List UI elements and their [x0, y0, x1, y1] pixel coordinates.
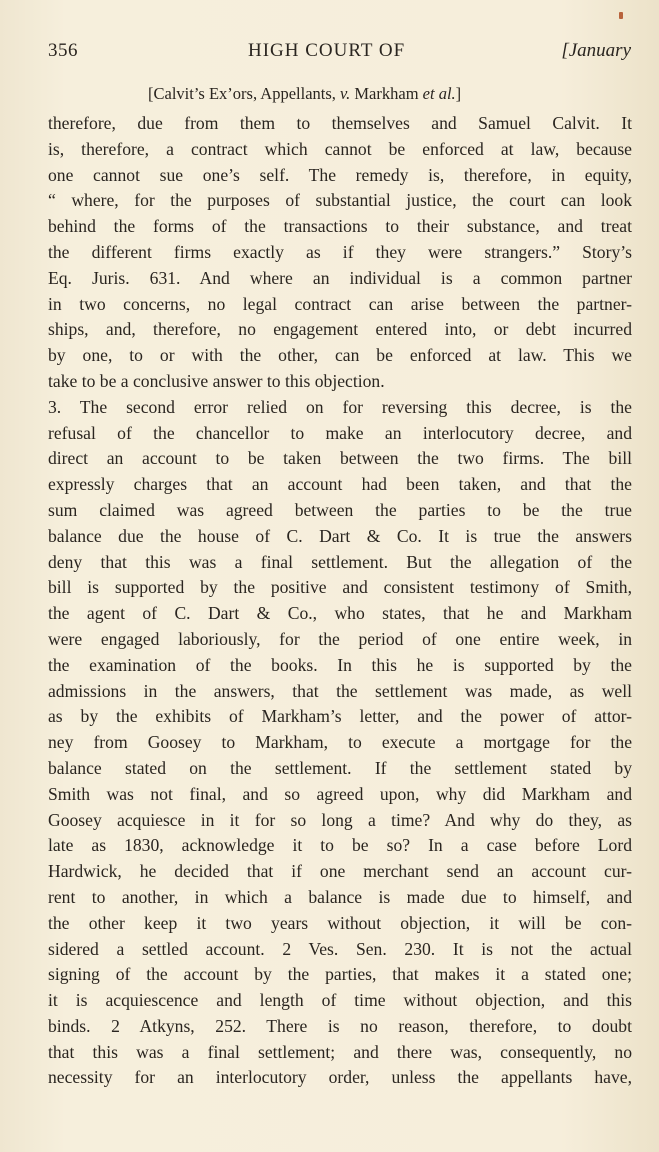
text-line: Eq. Juris. 631. And where an individual is a common partner [48, 267, 632, 288]
text-line: Hardwick, he decided that if one merchant send an account cur- [48, 861, 632, 882]
text-line: it is acquiescence and length of time without objection, and this [48, 990, 632, 1011]
text-line: the examination of the books. In this he is supported by the [48, 654, 632, 675]
paragraph-end-line: take to be a conclusive answer to this objection. [48, 370, 385, 391]
text-line: sidered a settled account. 2 Ves. Sen. 230. It is not the actual [48, 938, 632, 959]
text-line: rent to another, in which a balance is made due to himself, and [48, 886, 632, 907]
text-line: direct an account to be taken between the two firms. The bill [48, 448, 632, 469]
text-line: the different firms exactly as if they were strangers.” Story’s [48, 241, 632, 262]
text-line: were engaged laboriously, for the period of one entire week, in [48, 628, 632, 649]
text-line: is, therefore, a contract which cannot be enforced at law, because [48, 138, 632, 159]
paragraph-start-line: 3. The second error relied on for reversing this decree, is the [48, 396, 632, 417]
text-line: balance stated on the settlement. If the settlement stated by [48, 757, 632, 778]
text-line: refusal of the chancellor to make an interlocutory decree, and [48, 422, 632, 443]
text-line: therefore, due from them to themselves and Samuel Calvit. It [48, 113, 632, 133]
text-line: late as 1830, acknowledge it to be so? In a case before Lord [48, 835, 632, 856]
running-title: HIGH COURT OF [248, 40, 406, 61]
ink-mark [619, 12, 623, 19]
text-line: bill is supported by the positive and consistent testimony of Smith, [48, 577, 632, 598]
caption-close: ] [455, 84, 462, 103]
text-line: admissions in the answers, that the settlement was made, as well [48, 680, 632, 701]
text-line: one cannot sue one’s self. The remedy is, therefore, in equity, [48, 164, 632, 185]
case-caption [148, 84, 461, 104]
text-line: balance due the house of C. Dart & Co. It is true the answers [48, 525, 632, 546]
caption-versus: v. [340, 84, 351, 103]
text-line: “ where, for the purposes of substantial justice, the court can look [48, 190, 632, 211]
running-date: [January [561, 40, 631, 61]
caption-et-al: et al. [422, 84, 456, 103]
page-number: 356 [48, 40, 78, 61]
caption-respondent: Markham [350, 84, 423, 103]
caption-parties: [Calvit’s Ex’ors, Appellants, [148, 84, 341, 103]
text-line: expressly charges that an account had been taken, and that the [48, 474, 632, 495]
text-line: binds. 2 Atkyns, 252. There is no reason, therefore, to doubt [48, 1015, 632, 1036]
text-line: Smith was not final, and so agreed upon, why did Markham and [48, 783, 632, 804]
body-text [48, 111, 632, 1091]
text-line: by one, to or with the other, can be enforced at law. This we [48, 345, 632, 366]
text-line: the other keep it two years without objection, it will be con- [48, 912, 632, 933]
text-line: in two concerns, no legal contract can arise between the partner- [48, 293, 632, 314]
text-line: signing of the account by the parties, that makes it a stated one; [48, 964, 632, 985]
text-line: ships, and, therefore, no engagement entered into, or debt incurred [48, 319, 632, 340]
text-line: the agent of C. Dart & Co., who states, that he and Markham [48, 603, 632, 624]
running-header [48, 40, 631, 68]
text-line: deny that this was a final settlement. But the allegation of the [48, 551, 632, 572]
text-line: necessity for an interlocutory order, unless the appellants have, [48, 1067, 632, 1088]
text-line: sum claimed was agreed between the parties to be the true [48, 499, 632, 520]
text-line: Goosey acquiesce in it for so long a time? And why do they, as [48, 809, 632, 830]
text-line: behind the forms of the transactions to their substance, and treat [48, 216, 632, 237]
text-line: as by the exhibits of Markham’s letter, and the power of attor- [48, 706, 632, 727]
text-line: ney from Goosey to Markham, to execute a mortgage for the [48, 732, 632, 753]
text-line: that this was a final settlement; and there was, consequently, no [48, 1041, 632, 1062]
